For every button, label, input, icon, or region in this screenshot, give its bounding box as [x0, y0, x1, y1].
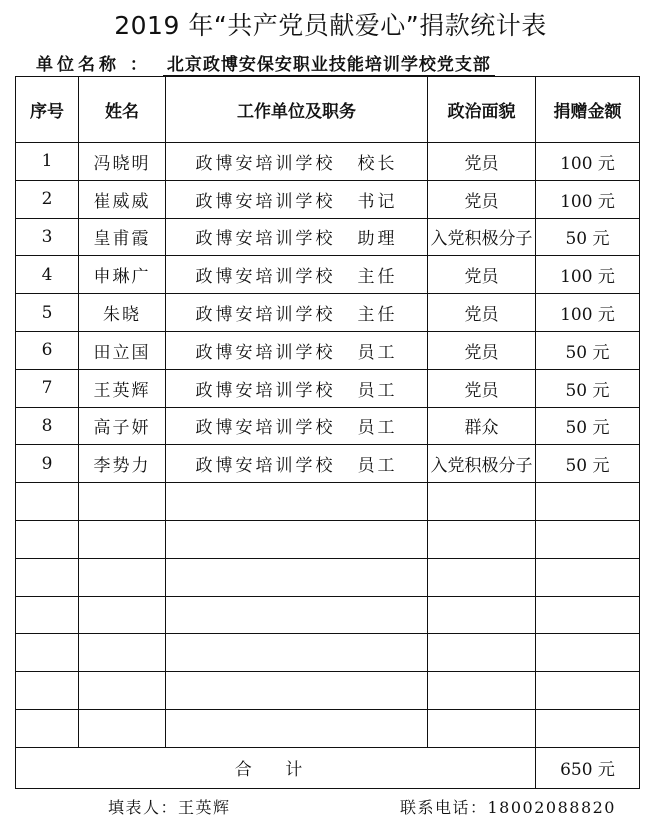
table-row	[16, 218, 640, 256]
empty-cell	[79, 483, 166, 521]
cell-amount: 100 元	[536, 180, 640, 218]
empty-cell	[536, 483, 640, 521]
empty-cell	[536, 520, 640, 558]
empty-cell	[79, 634, 166, 672]
org-name: 政博安培训学校	[195, 342, 336, 363]
contact-info: 联系电话：18002088820	[400, 798, 616, 817]
table-row	[16, 180, 640, 218]
org-name: 政博安培训学校	[195, 418, 336, 439]
cell-amount: 100 元	[536, 143, 640, 181]
job-role: 校长	[357, 153, 398, 174]
empty-cell	[536, 672, 640, 710]
cell-seq: 3	[16, 218, 79, 256]
org-name: 政博安培训学校	[195, 267, 336, 288]
org-name: 政博安培训学校	[195, 305, 336, 326]
empty-row	[16, 672, 640, 710]
empty-row	[16, 709, 640, 747]
org-name: 政博安培训学校	[195, 456, 336, 477]
table-row	[16, 445, 640, 483]
cell-political: 党员	[428, 331, 536, 369]
cell-political: 党员	[428, 180, 536, 218]
empty-cell	[79, 520, 166, 558]
cell-political: 入党积极分子	[428, 218, 536, 256]
total-label: 合 计	[16, 747, 536, 788]
table-row	[16, 407, 640, 445]
job-role: 员工	[357, 456, 398, 477]
cell-amount: 100 元	[536, 294, 640, 332]
cell-seq: 5	[16, 294, 79, 332]
cell-org	[166, 369, 428, 407]
cell-seq: 8	[16, 407, 79, 445]
empty-cell	[536, 558, 640, 596]
header-org: 工作单位及职务	[166, 77, 428, 143]
empty-cell	[16, 520, 79, 558]
donation-table	[15, 76, 640, 789]
cell-name: 李势力	[79, 445, 166, 483]
empty-row	[16, 520, 640, 558]
empty-cell	[166, 634, 428, 672]
empty-cell	[536, 634, 640, 672]
filler-info: 填表人：王英辉	[108, 798, 231, 817]
empty-cell	[16, 483, 79, 521]
empty-cell	[166, 672, 428, 710]
empty-cell	[79, 596, 166, 634]
cell-political: 党员	[428, 143, 536, 181]
cell-org	[166, 407, 428, 445]
cell-org	[166, 331, 428, 369]
unit-line	[36, 50, 495, 74]
table-row	[16, 256, 640, 294]
empty-cell	[16, 709, 79, 747]
table-header-row	[16, 77, 640, 143]
empty-cell	[428, 520, 536, 558]
table-body	[16, 143, 640, 789]
cell-org	[166, 218, 428, 256]
table-row	[16, 369, 640, 407]
cell-seq: 6	[16, 331, 79, 369]
empty-cell	[166, 520, 428, 558]
empty-cell	[79, 672, 166, 710]
cell-name: 申琳广	[79, 256, 166, 294]
cell-org	[166, 445, 428, 483]
empty-row	[16, 596, 640, 634]
cell-name: 朱晓	[79, 294, 166, 332]
header-name: 姓名	[79, 77, 166, 143]
job-role: 员工	[357, 418, 398, 439]
table-row	[16, 331, 640, 369]
empty-cell	[16, 558, 79, 596]
empty-cell	[536, 596, 640, 634]
empty-cell	[428, 596, 536, 634]
cell-org	[166, 180, 428, 218]
org-name: 政博安培训学校	[195, 153, 336, 174]
cell-seq: 7	[16, 369, 79, 407]
empty-cell	[16, 634, 79, 672]
cell-amount: 100 元	[536, 256, 640, 294]
unit-value: 北京政博安保安职业技能培训学校党支部	[163, 50, 495, 76]
cell-political: 群众	[428, 407, 536, 445]
cell-amount: 50 元	[536, 407, 640, 445]
cell-org	[166, 294, 428, 332]
header-amount: 捐赠金额	[536, 77, 640, 143]
cell-org	[166, 256, 428, 294]
cell-name: 崔威威	[79, 180, 166, 218]
cell-name: 王英辉	[79, 369, 166, 407]
cell-political: 党员	[428, 369, 536, 407]
empty-cell	[428, 634, 536, 672]
cell-political: 党员	[428, 294, 536, 332]
empty-cell	[79, 558, 166, 596]
empty-cell	[428, 709, 536, 747]
table-row	[16, 143, 640, 181]
empty-cell	[428, 672, 536, 710]
empty-row	[16, 634, 640, 672]
cell-seq: 2	[16, 180, 79, 218]
empty-cell	[16, 672, 79, 710]
total-row	[16, 747, 640, 788]
cell-amount: 50 元	[536, 369, 640, 407]
empty-cell	[166, 483, 428, 521]
empty-cell	[166, 558, 428, 596]
org-name: 政博安培训学校	[195, 229, 336, 250]
cell-name: 田立国	[79, 331, 166, 369]
org-name: 政博安培训学校	[195, 380, 336, 401]
cell-seq: 9	[16, 445, 79, 483]
job-role: 员工	[357, 380, 398, 401]
job-role: 主任	[357, 267, 398, 288]
cell-name: 冯晓明	[79, 143, 166, 181]
header-political: 政治面貌	[428, 77, 536, 143]
empty-cell	[536, 709, 640, 747]
cell-seq: 4	[16, 256, 79, 294]
cell-name: 皇甫霞	[79, 218, 166, 256]
cell-name: 高子妍	[79, 407, 166, 445]
empty-cell	[166, 596, 428, 634]
header-seq: 序号	[16, 77, 79, 143]
job-role: 员工	[357, 342, 398, 363]
cell-amount: 50 元	[536, 331, 640, 369]
empty-cell	[79, 709, 166, 747]
cell-political: 党员	[428, 256, 536, 294]
cell-amount: 50 元	[536, 218, 640, 256]
job-role: 书记	[357, 191, 398, 212]
empty-cell	[428, 483, 536, 521]
cell-org	[166, 143, 428, 181]
empty-cell	[16, 596, 79, 634]
empty-cell	[428, 558, 536, 596]
cell-political: 入党积极分子	[428, 445, 536, 483]
unit-label: 单位名称 ：	[36, 55, 151, 75]
table-row	[16, 294, 640, 332]
org-name: 政博安培训学校	[195, 191, 336, 212]
job-role: 助理	[357, 229, 398, 250]
total-amount: 650 元	[536, 747, 640, 788]
empty-row	[16, 558, 640, 596]
empty-cell	[166, 709, 428, 747]
cell-seq: 1	[16, 143, 79, 181]
job-role: 主任	[357, 305, 398, 326]
empty-row	[16, 483, 640, 521]
cell-amount: 50 元	[536, 445, 640, 483]
page-title: 2019 年“共产党员献爱心”捐款统计表	[114, 11, 547, 40]
